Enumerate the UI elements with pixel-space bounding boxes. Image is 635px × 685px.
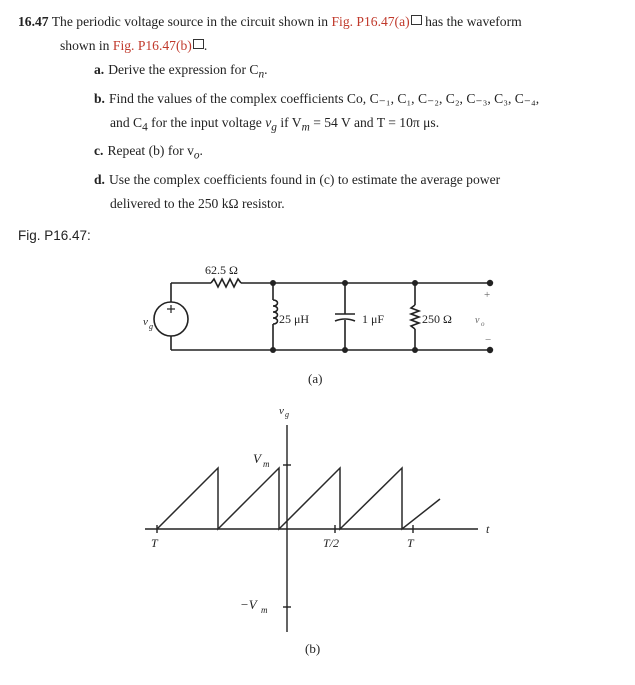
resistor-62-5 — [211, 279, 241, 287]
y-axis-label-sub: g — [285, 410, 289, 419]
problem-statement — [18, 10, 623, 216]
caption-b: (b) — [305, 641, 321, 656]
part-b-line2-pre: and C — [110, 114, 143, 130]
output-minus: − — [485, 334, 492, 346]
capacitor-label: 1 μF — [362, 312, 385, 326]
node-dot — [342, 280, 348, 286]
r2-label: 250 Ω — [422, 312, 452, 326]
part-b-label: b. — [94, 90, 105, 106]
terminal-dot — [487, 280, 493, 286]
part-d-text: Use the complex coefficients found in (c) to estimate the average power — [108, 172, 501, 188]
resistor-250 — [411, 305, 419, 329]
node-dot — [412, 280, 418, 286]
tick-label-half: T/2 — [323, 536, 340, 550]
circuit-diagram — [154, 279, 490, 350]
part-d-text-2: delivered to the 250 kΩ resistor. — [110, 196, 285, 212]
part-a-sub: n — [258, 68, 265, 81]
problem-line-1 — [18, 10, 623, 34]
problem-number: 16.47 — [18, 14, 49, 29]
part-b-vg: v — [265, 114, 272, 130]
part-b-line-2 — [18, 111, 623, 140]
part-b — [18, 87, 623, 111]
neg-vm-label-sub: m — [261, 605, 268, 615]
figure-link-a[interactable]: Fig. P16.47(a) — [331, 14, 410, 29]
output-label-sub: o — [481, 320, 485, 328]
waveform-line — [157, 468, 440, 529]
figure-link-b[interactable]: Fig. P16.47(b) — [112, 38, 192, 53]
inductor-icon — [273, 300, 278, 324]
waveform-axes — [145, 425, 478, 632]
voltage-source-icon — [154, 302, 188, 336]
part-b-text: Find the values of the complex coefficients C — [108, 90, 356, 106]
tick-label-T: T — [407, 536, 414, 550]
external-link-icon[interactable] — [411, 15, 422, 25]
part-c-label: c. — [94, 143, 104, 159]
intro-text: The periodic voltage source in the circuit shown in — [51, 14, 329, 29]
problem-line-2: shown in Fig. P16.47(b) . — [60, 38, 208, 53]
part-a: a. Derive the expression for $C_n$. — [94, 62, 268, 81]
part-b-vg-sub: g — [271, 121, 277, 134]
part-b-values: = 54 V and T = 10π μs. — [313, 114, 440, 130]
node-dot — [270, 347, 276, 353]
r1-label: 62.5 Ω — [205, 263, 238, 277]
vm-label-sub: m — [263, 459, 270, 469]
part-b-line2-mid: for the input voltage — [151, 114, 262, 130]
part-c-text: Repeat (b) for v — [107, 143, 194, 159]
tick-label-neg-T: T — [151, 536, 158, 550]
part-c-sub: o — [193, 150, 200, 163]
neg-vm-label: −V — [240, 597, 257, 612]
part-a-text: Derive the expression for C — [108, 62, 259, 77]
caption-a: (a) — [308, 371, 323, 386]
part-d-label: d. — [94, 172, 105, 188]
figure-label: Fig. P16.47: — [18, 228, 91, 243]
part-b-line2-sub: 4 — [142, 121, 148, 134]
part-d-line-2 — [18, 192, 623, 216]
source-label: v — [143, 316, 148, 328]
part-c: c. Repeat (b) for $v_o$. — [94, 143, 203, 163]
vm-label: V — [253, 451, 261, 466]
capacitor-plate-bottom — [335, 319, 355, 321]
external-link-icon[interactable] — [193, 39, 204, 49]
node-dot — [342, 347, 348, 353]
source-label-sub: g — [149, 322, 153, 331]
output-plus: + — [484, 289, 491, 301]
intro-text-2: has the waveform — [425, 14, 522, 29]
x-axis-label: t — [486, 522, 490, 536]
part-b-vm-sub: m — [301, 121, 310, 134]
intro-text-3: shown in — [60, 38, 110, 53]
y-axis-label: v — [279, 405, 284, 417]
terminal-dot — [487, 347, 493, 353]
part-b-if: if V — [280, 114, 302, 130]
node-dot — [412, 347, 418, 353]
node-dot — [270, 280, 276, 286]
part-d — [18, 168, 623, 192]
source-plus-icon — [167, 305, 175, 313]
part-b-coeffs: o, C₋₁, C₁, C₋₂, C₂, C₋₃, C₃, C₋₄, — [356, 90, 540, 106]
output-label: v — [475, 315, 480, 326]
inductor-label: 25 μH — [279, 312, 310, 326]
part-a-label: a. — [94, 62, 105, 77]
